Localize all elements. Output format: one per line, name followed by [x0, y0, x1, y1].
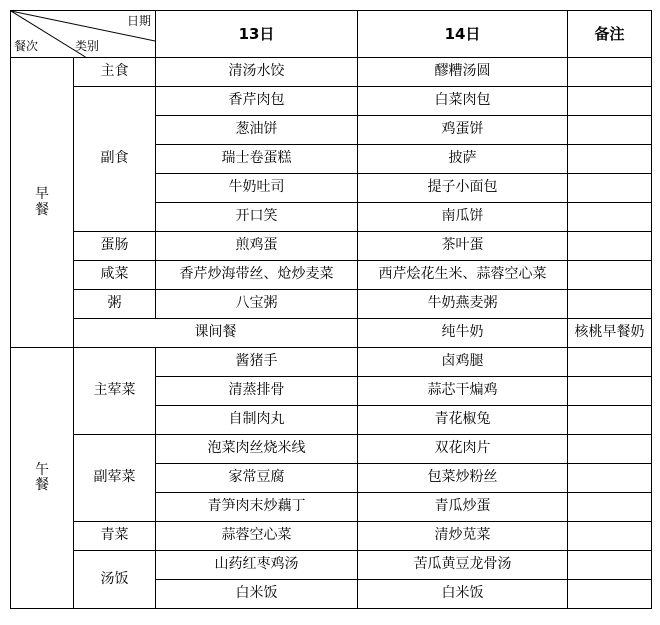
table-row	[11, 232, 652, 261]
table-row	[11, 319, 652, 348]
dish-14: 白米饭	[358, 580, 568, 609]
dish-13: 山药红枣鸡汤	[156, 551, 358, 580]
category-side-meat: 副荤菜	[74, 435, 156, 522]
notes-cell	[568, 435, 652, 464]
dish-13: 香芹炒海带丝、炝炒麦菜	[156, 261, 358, 290]
dish-13: 八宝粥	[156, 290, 358, 319]
notes-cell	[568, 58, 652, 87]
notes-cell	[568, 174, 652, 203]
dish-14: 包菜炒粉丝	[358, 464, 568, 493]
dish-14: 核桃早餐奶	[568, 319, 652, 348]
category-greens: 青菜	[74, 522, 156, 551]
dish-13: 瑞士卷蛋糕	[156, 145, 358, 174]
notes-cell	[568, 464, 652, 493]
table-row	[11, 58, 652, 87]
category-porridge: 粥	[74, 290, 156, 319]
category-egg: 蛋肠	[74, 232, 156, 261]
dish-14: 提子小面包	[358, 174, 568, 203]
column-header-13: 13日	[156, 11, 358, 58]
category-main-meat: 主荤菜	[74, 348, 156, 435]
date-label: 日期	[126, 14, 151, 28]
notes-cell	[568, 377, 652, 406]
dish-13: 纯牛奶	[358, 319, 568, 348]
notes-cell	[568, 493, 652, 522]
dish-13: 自制肉丸	[156, 406, 358, 435]
dish-13: 香芹肉包	[156, 87, 358, 116]
dish-14: 清炒苋菜	[358, 522, 568, 551]
dish-14: 醪糟汤圆	[358, 58, 568, 87]
dish-13: 白米饭	[156, 580, 358, 609]
dish-14: 西芹烩花生米、蒜蓉空心菜	[358, 261, 568, 290]
dish-13: 家常豆腐	[156, 464, 358, 493]
dish-14: 披萨	[358, 145, 568, 174]
dish-13: 清蒸排骨	[156, 377, 358, 406]
menu-table	[10, 10, 652, 609]
notes-cell	[568, 203, 652, 232]
category-label: 类别	[75, 38, 100, 53]
dish-13: 泡菜肉丝烧米线	[156, 435, 358, 464]
category-pickle: 咸菜	[74, 261, 156, 290]
dish-13: 蒜蓉空心菜	[156, 522, 358, 551]
notes-cell	[568, 87, 652, 116]
table-row	[11, 261, 652, 290]
dish-14: 白菜肉包	[358, 87, 568, 116]
notes-cell	[568, 116, 652, 145]
notes-cell	[568, 290, 652, 319]
category-side: 副食	[74, 87, 156, 232]
table-row	[11, 290, 652, 319]
dish-13: 开口笑	[156, 203, 358, 232]
dish-14: 茶叶蛋	[358, 232, 568, 261]
meal-lunch: 午 餐	[11, 348, 74, 609]
dish-14: 南瓜饼	[358, 203, 568, 232]
dish-13: 煎鸡蛋	[156, 232, 358, 261]
dish-13: 牛奶吐司	[156, 174, 358, 203]
dish-13: 酱猪手	[156, 348, 358, 377]
meal-snack: 课间餐	[74, 319, 358, 348]
category-soup-rice: 汤饭	[74, 551, 156, 609]
table-row	[11, 551, 652, 580]
table-row	[11, 87, 652, 116]
dish-14: 卤鸡腿	[358, 348, 568, 377]
diagonal-header-cell	[11, 11, 156, 58]
dish-13: 葱油饼	[156, 116, 358, 145]
column-header-14: 14日	[358, 11, 568, 58]
dish-14: 鸡蛋饼	[358, 116, 568, 145]
column-header-notes: 备注	[568, 11, 652, 58]
notes-cell	[568, 145, 652, 174]
notes-cell	[568, 406, 652, 435]
dish-14: 青瓜炒蛋	[358, 493, 568, 522]
meal-breakfast: 早 餐	[11, 58, 74, 348]
table-row	[11, 435, 652, 464]
dish-14: 双花肉片	[358, 435, 568, 464]
dish-14: 苦瓜黄豆龙骨汤	[358, 551, 568, 580]
dish-14: 蒜芯干煸鸡	[358, 377, 568, 406]
dish-13: 清汤水饺	[156, 58, 358, 87]
notes-cell	[568, 551, 652, 580]
notes-cell	[568, 580, 652, 609]
notes-cell	[568, 261, 652, 290]
table-row	[11, 348, 652, 377]
notes-cell	[568, 522, 652, 551]
table-row	[11, 522, 652, 551]
dish-14: 青花椒兔	[358, 406, 568, 435]
dish-14: 牛奶燕麦粥	[358, 290, 568, 319]
meal-label: 餐次	[14, 38, 39, 53]
header-row	[11, 11, 652, 58]
dish-13: 青笋肉末炒藕丁	[156, 493, 358, 522]
category-staple: 主食	[74, 58, 156, 87]
notes-cell	[568, 232, 652, 261]
notes-cell	[568, 348, 652, 377]
